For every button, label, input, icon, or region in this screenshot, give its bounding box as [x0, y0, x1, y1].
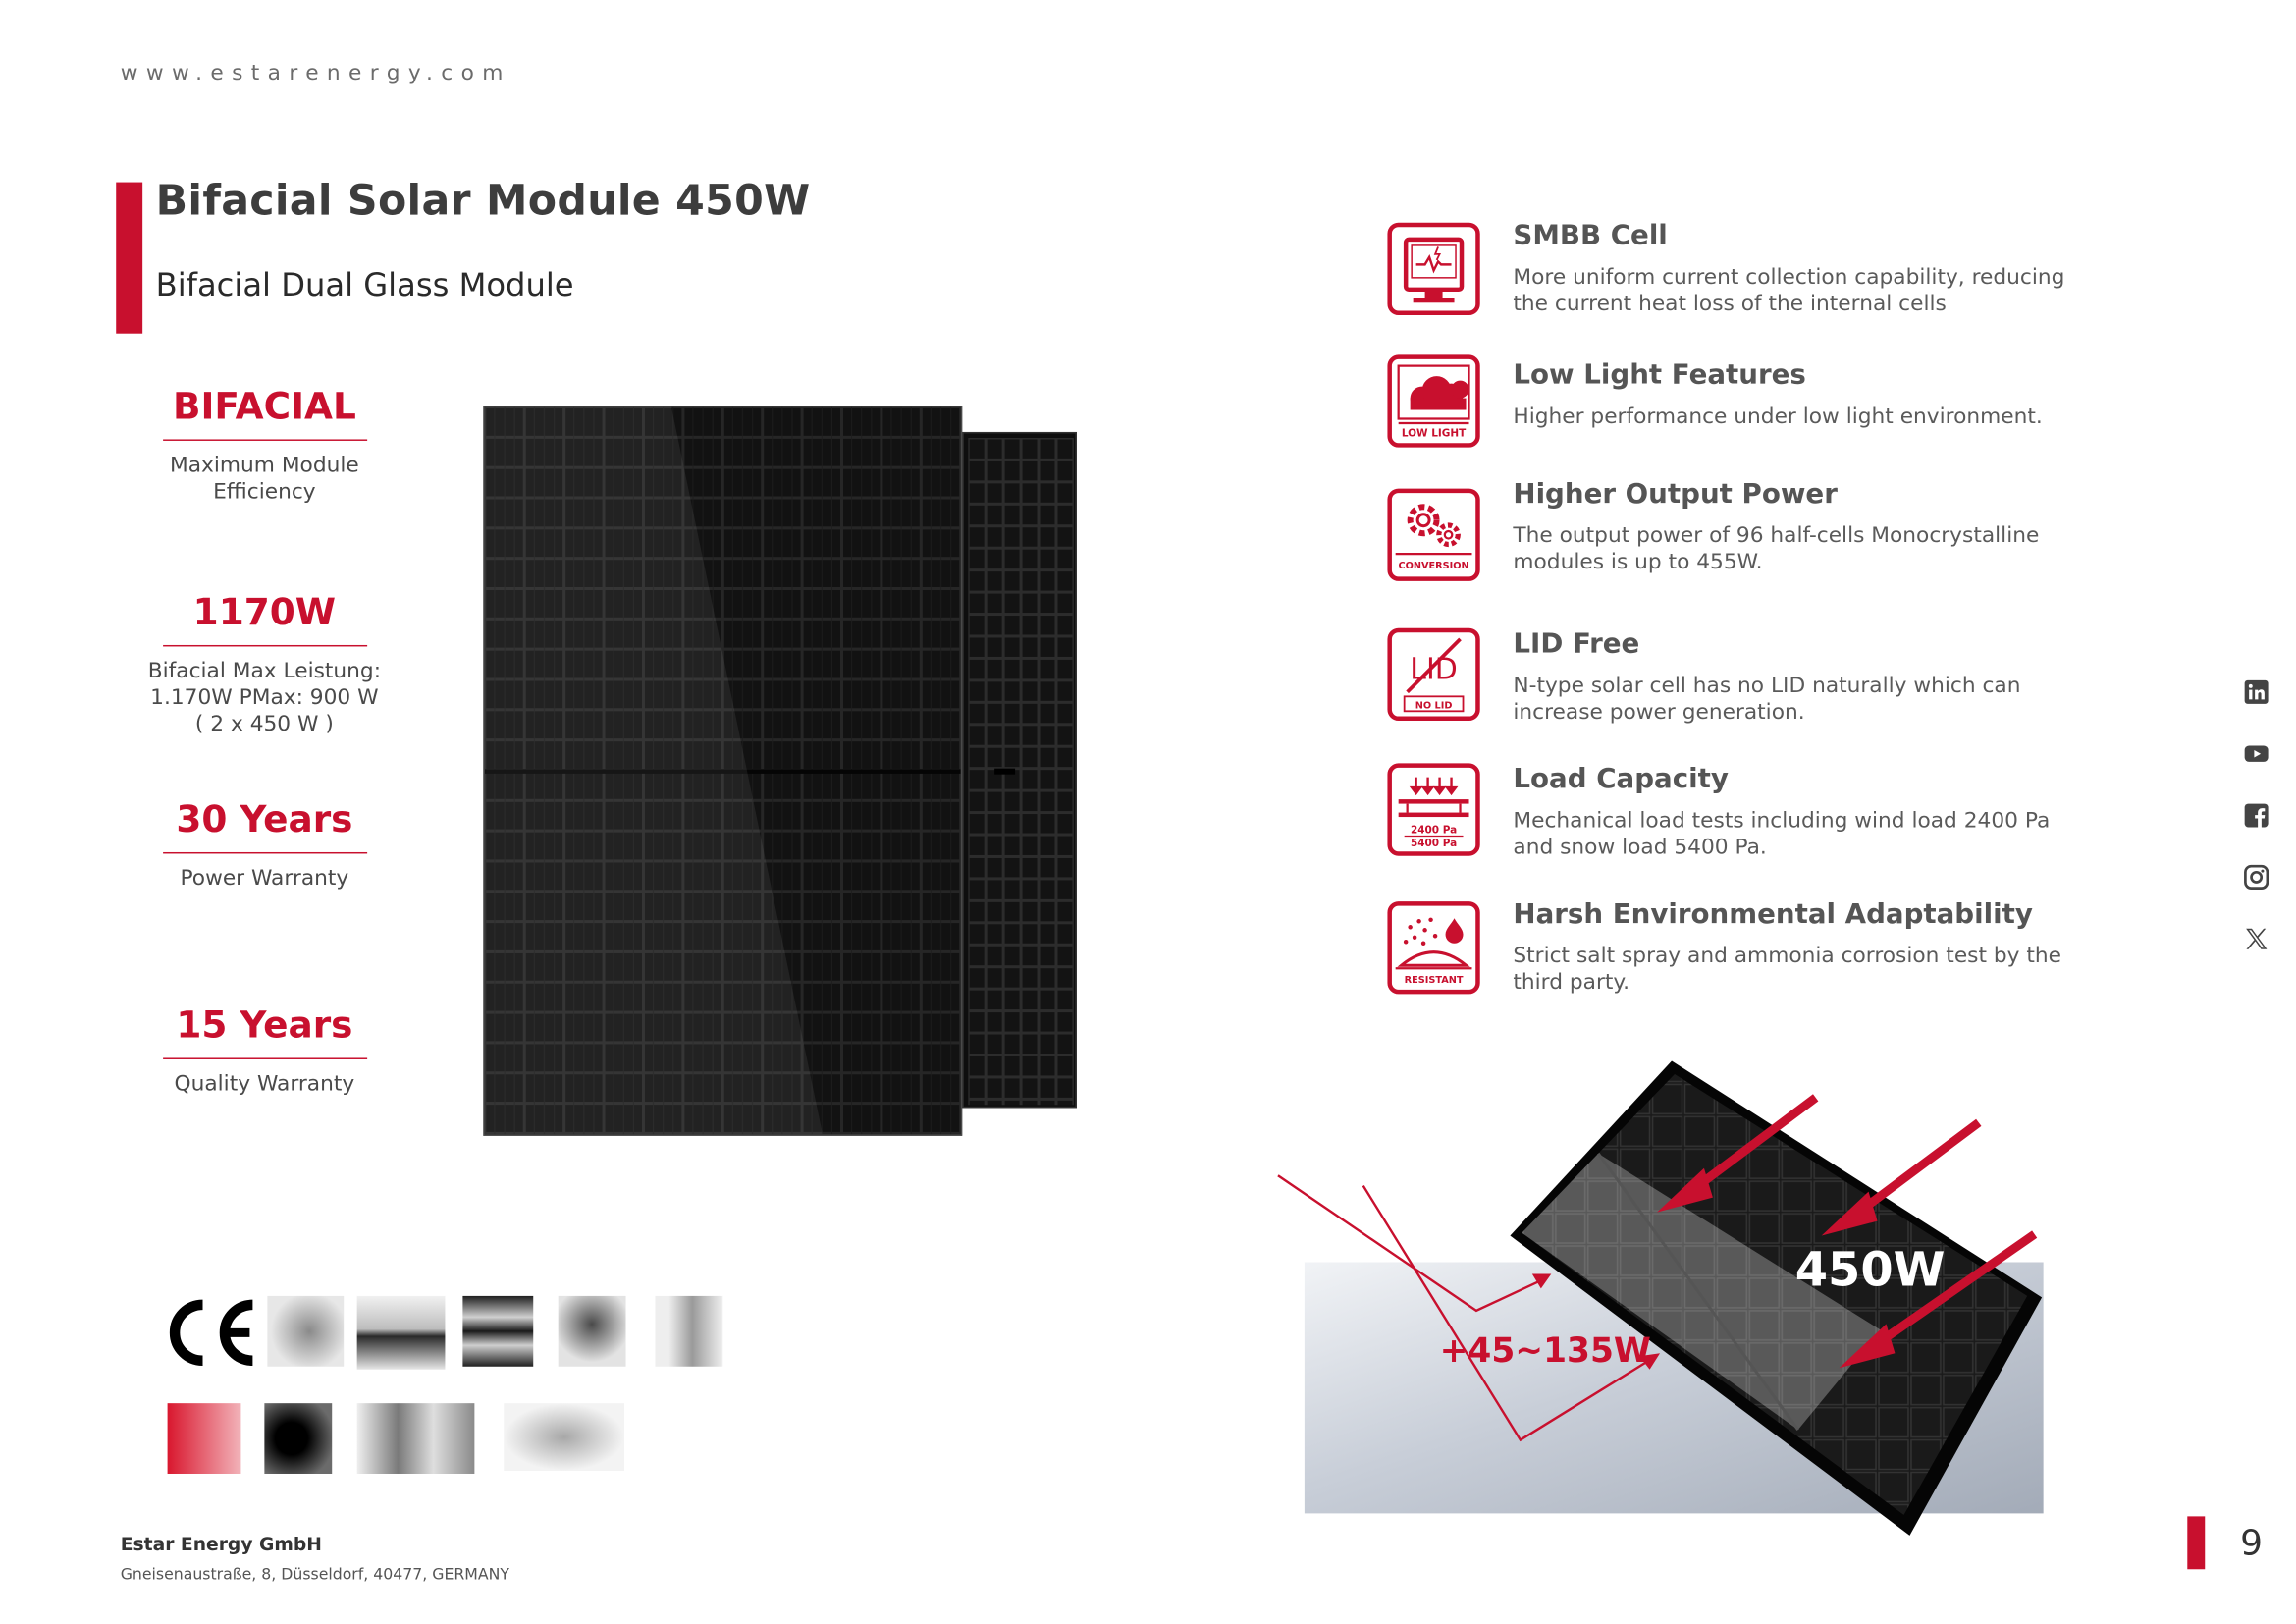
feature-title: Load Capacity — [1513, 764, 1729, 795]
stat-divider — [162, 645, 366, 646]
lid-text: LID — [1410, 652, 1458, 687]
linkedin-icon[interactable] — [2243, 678, 2269, 705]
feature-title: Low Light Features — [1513, 359, 1806, 392]
front-power-label: 450W — [1794, 1243, 1946, 1298]
front-light-arrow-2 — [1863, 1122, 1979, 1209]
stat-quality-warranty — [147, 1003, 382, 1098]
cert-logo-8 — [357, 1403, 475, 1474]
stat-value: BIFACIAL — [172, 385, 356, 428]
stat-value: 15 Years — [176, 1003, 353, 1047]
feature-desc: The output power of 96 half-cells Monocrystalline modules is up to 455W. — [1513, 524, 2040, 575]
resistant-icon — [1387, 900, 1481, 995]
stat-desc: Maximum Module Efficiency — [170, 454, 359, 505]
company-name: Estar Energy GmbH — [120, 1532, 322, 1555]
stat-divider — [162, 439, 366, 440]
bifacial-gain-illustration — [1263, 1051, 2086, 1550]
page-title: Bifacial Solar Module 450W — [155, 176, 811, 225]
stat-power-warranty — [147, 798, 382, 893]
rear-gain-label: +45~135W — [1439, 1331, 1651, 1372]
stat-bifacial — [147, 385, 382, 506]
page-number: 9 — [2240, 1522, 2264, 1564]
x-icon[interactable] — [2243, 926, 2269, 952]
company-address: Gneisenaustraße, 8, Düsseldorf, 40477, GERMANY — [120, 1566, 509, 1585]
stat-divider — [162, 1057, 366, 1058]
stat-desc: Quality Warranty — [174, 1072, 355, 1097]
website-url[interactable]: www.estarenergy.com — [120, 61, 511, 85]
icon-label: RESISTANT — [1404, 975, 1464, 987]
stat-divider — [162, 852, 366, 853]
rear-cell-grid — [968, 438, 1074, 1105]
stat-desc: Bifacial Max Leistung: 1.170W PMax: 900 W ( 2 x 450 W ) — [147, 659, 382, 736]
low-light-icon — [1387, 354, 1481, 449]
smbb-cell-icon — [1387, 222, 1481, 316]
youtube-icon[interactable] — [2243, 740, 2269, 767]
facebook-icon[interactable] — [2243, 802, 2269, 829]
feature-desc: Strict salt spray and ammonia corrosion test by the third party. — [1513, 945, 2062, 996]
front-cell-grid — [485, 407, 961, 1135]
cert-logo-5 — [655, 1296, 722, 1367]
solar-panel-rear-image — [962, 432, 1077, 1108]
cert-logo-7 — [264, 1403, 332, 1474]
title-accent-bar — [116, 183, 142, 334]
page-subtitle: Bifacial Dual Glass Module — [155, 267, 574, 304]
cert-logo-1 — [267, 1296, 344, 1367]
cert-logo-6 — [168, 1403, 241, 1474]
feature-desc: Higher performance under low light environment. — [1513, 406, 2043, 429]
feature-desc: More uniform current collection capability, reducing the current heat loss of the internal cells — [1513, 265, 2065, 316]
stat-value: 30 Years — [176, 797, 353, 840]
feature-title: Harsh Environmental Adaptability — [1513, 898, 2033, 931]
feature-desc: Mechanical load tests including wind load 2400 Pa and snow load 5400 Pa. — [1513, 809, 2051, 860]
icon-label: LOW LIGHT — [1401, 427, 1467, 440]
conversion-icon — [1387, 488, 1481, 582]
icon-label: CONVERSION — [1398, 561, 1469, 572]
icon-label: NO LID — [1415, 700, 1453, 712]
stat-value: 1170W — [192, 590, 337, 633]
load-capacity-icon — [1387, 763, 1481, 857]
cert-logo-2 — [357, 1296, 446, 1370]
feature-title: Higher Output Power — [1513, 478, 1838, 511]
ce-mark-logo — [159, 1296, 262, 1370]
cert-logo-9 — [504, 1403, 624, 1471]
stat-max-power — [147, 591, 382, 738]
instagram-icon[interactable] — [2243, 864, 2269, 891]
no-lid-icon — [1387, 627, 1481, 722]
cert-logo-3 — [462, 1296, 533, 1367]
feature-title: LID Free — [1513, 628, 1640, 660]
stat-desc: Power Warranty — [180, 866, 349, 891]
feature-title: SMBB Cell — [1513, 220, 1668, 251]
icon-label-bottom: 5400 Pa — [1410, 837, 1458, 849]
solar-panel-front-image — [483, 406, 962, 1136]
cert-logo-4 — [559, 1296, 626, 1367]
page-number-accent — [2187, 1516, 2205, 1569]
feature-desc: N-type solar cell has no LID naturally which can increase power generation. — [1513, 674, 2021, 725]
icon-label-top: 2400 Pa — [1410, 824, 1458, 837]
